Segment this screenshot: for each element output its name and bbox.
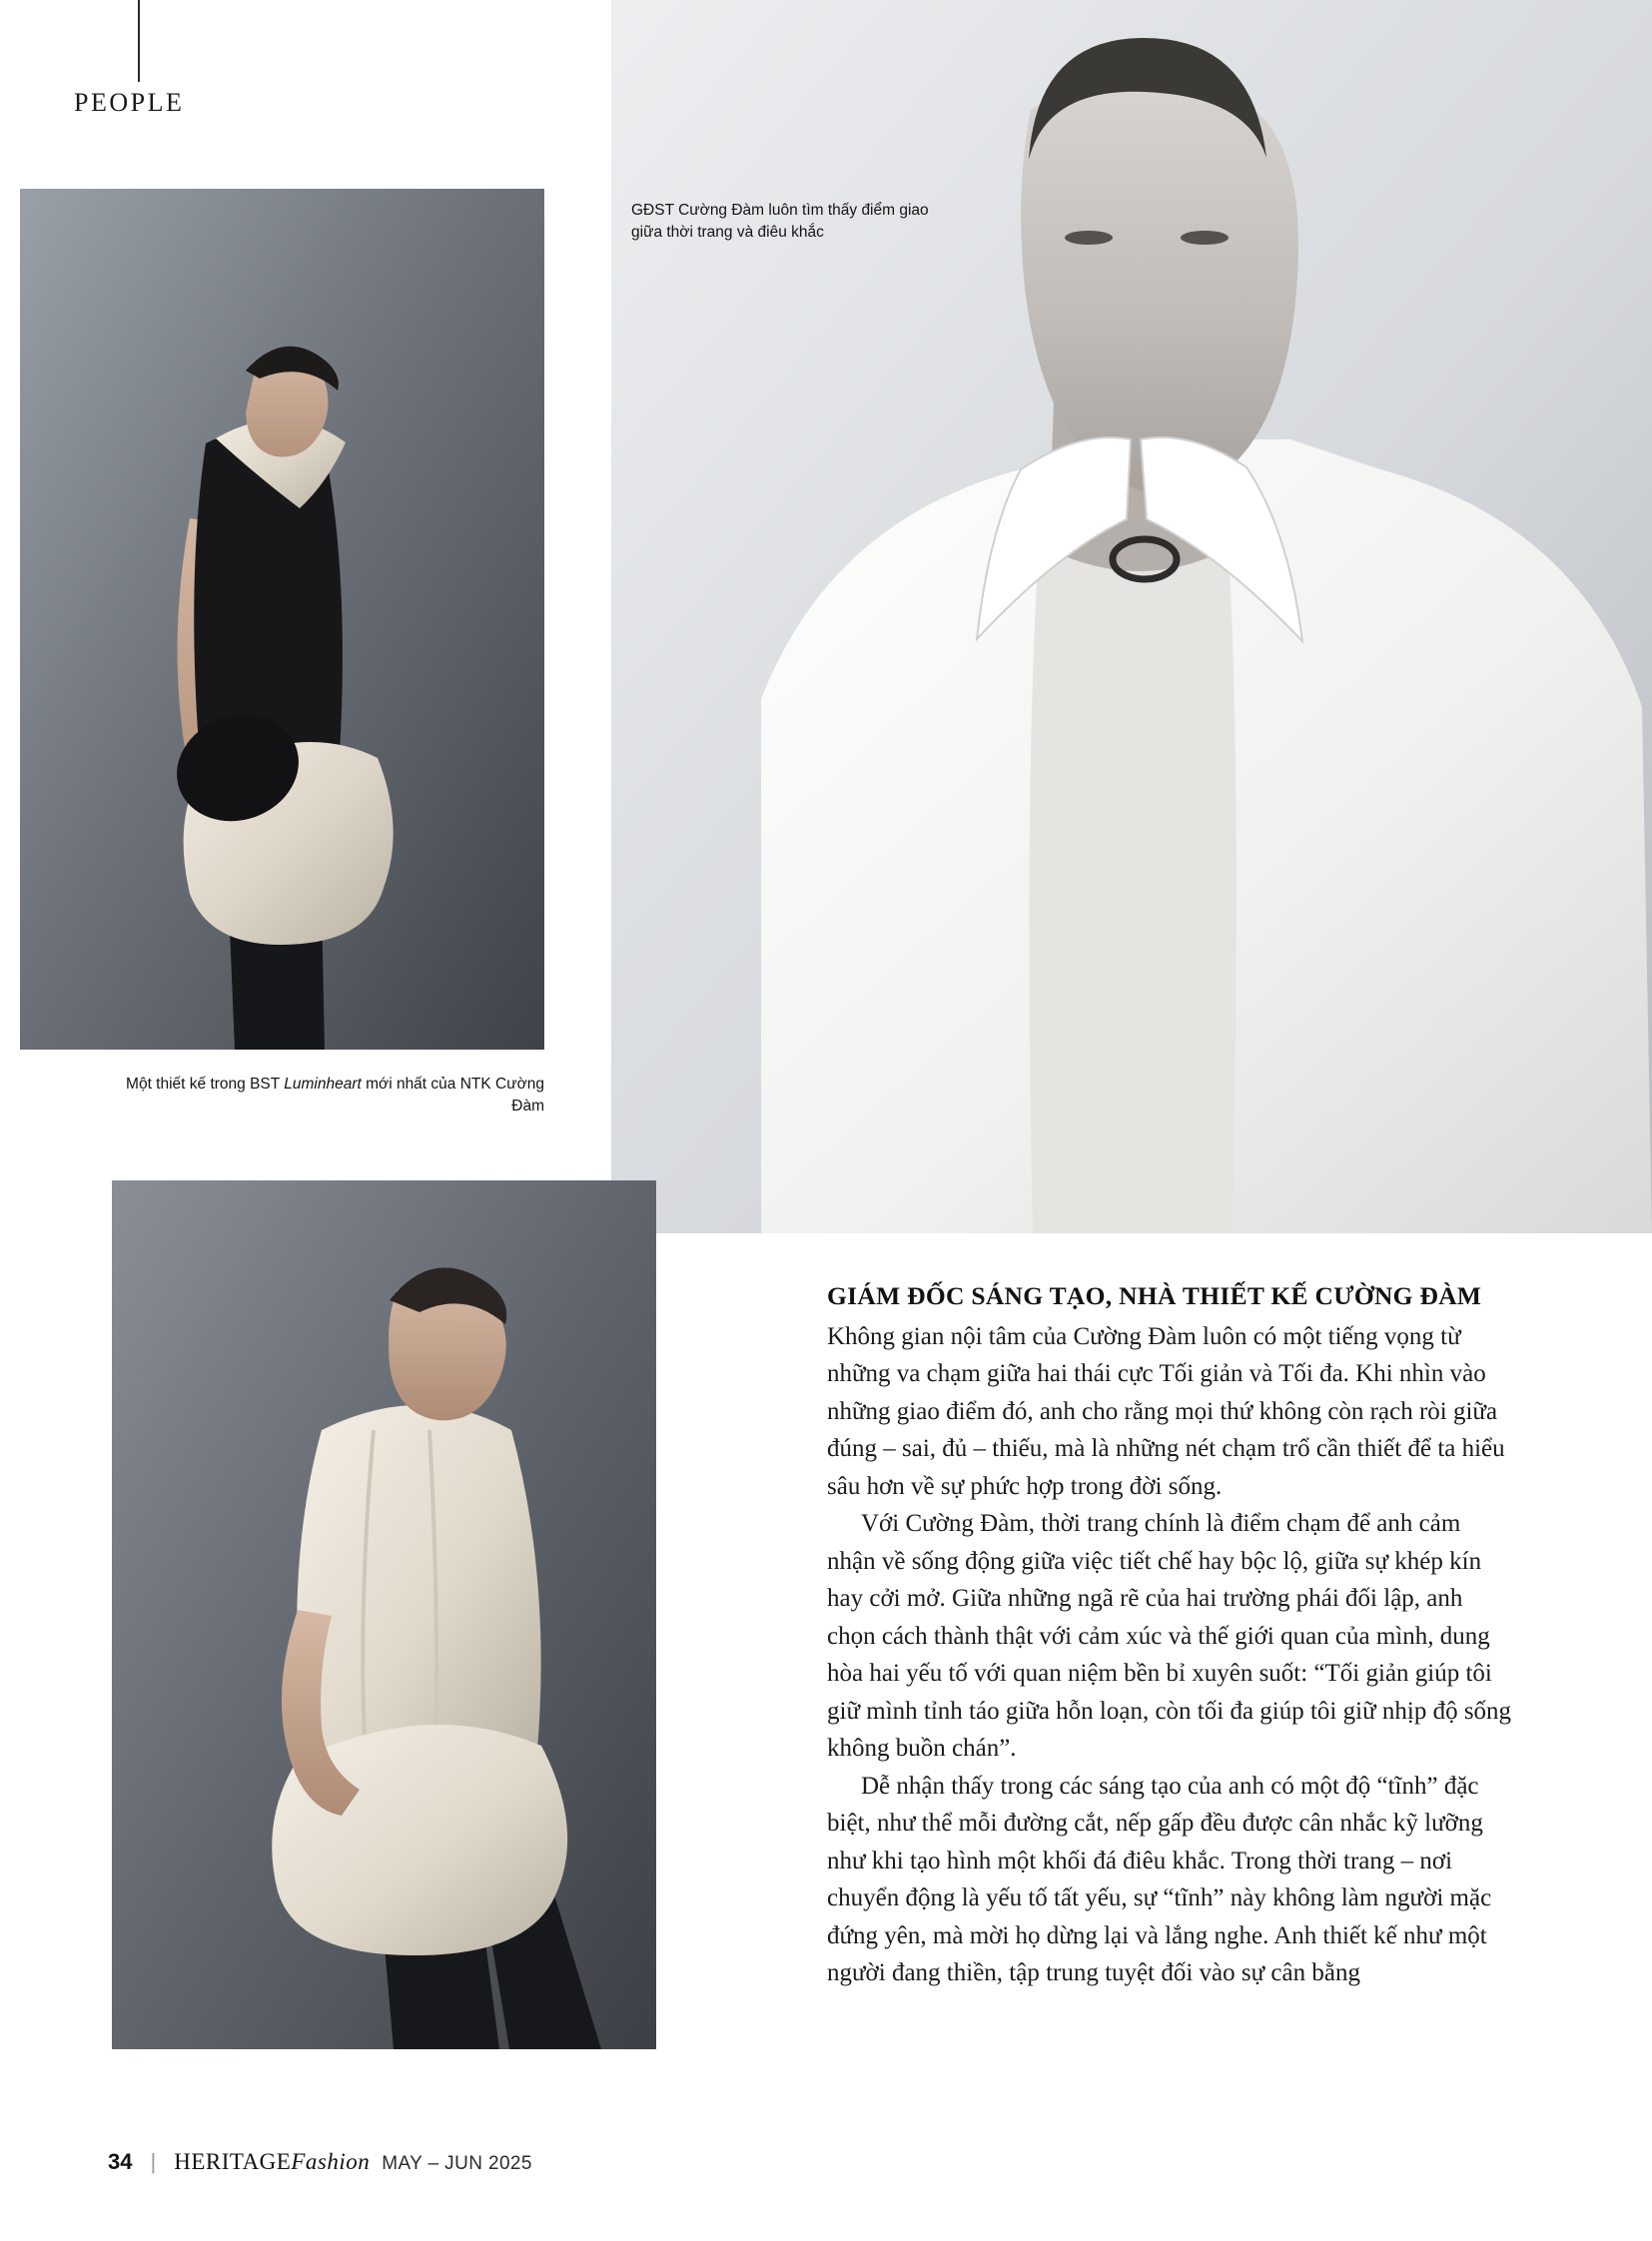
caption-collection-name: Luminheart xyxy=(284,1076,362,1093)
footer-brand-italic: Fashion xyxy=(291,2149,371,2174)
page-section-label: PEOPLE xyxy=(74,88,185,117)
caption-luminheart-design xyxy=(120,1074,544,1119)
photo-luminheart-side-artwork xyxy=(20,189,544,1050)
caption-prefix: Một thiết kế trong BST xyxy=(126,1076,285,1093)
footer-separator: | xyxy=(150,2149,157,2174)
footer-brand-main: HERITAGE xyxy=(174,2149,292,2174)
photo-luminheart-side xyxy=(20,189,544,1050)
article-paragraph-1: Không gian nội tâm của Cường Đàm luôn có một tiếng vọng từ những va chạm giữa hai thái cực Tối giản và Tối đa. Khi nhìn vào những giao điểm đó, anh cho rằng mọi thứ không còn rạch ròi giữa đúng – sai, đủ – thiếu, mà là những nét chạm trổ cần thiết để ta hiểu sâu hơn về sự phức hợp trong đời sống. xyxy=(827,1322,1505,1500)
article-paragraph-2: Với Cường Đàm, thời trang chính là điểm chạm để anh cảm nhận về sống động giữa việc tiết chế hay bộc lộ, giữa sự khép kín hay cởi mở. Giữa những ngã rẽ của hai trường phái đối lập, anh chọn cách thành thật với cảm xúc và thế giới quan của mình, dung hòa hai yếu tố với quan niệm bền bỉ xuyên suốt: “Tối giản giúp tôi giữ mình tỉnh táo giữa hỗn loạn, còn tối đa giúp tôi giữ nhịp độ sống không buồn chán”. xyxy=(827,1510,1512,1763)
article-body xyxy=(827,1280,1514,1992)
photo-luminheart-back-artwork xyxy=(112,1180,656,2049)
article-paragraph-3: Dễ nhận thấy trong các sáng tạo của anh có một độ “tĩnh” đặc biệt, như thể mỗi đường cắt, nếp gấp đều được cân nhắc kỹ lưỡng như khi tạo hình một khối đá điêu khắc. Trong thời trang – nơi chuyển động là yếu tố tất yếu, sự “tĩnh” này không làm người mặc đứng yên, mà mời họ dừng lại và lắng nghe. Anh thiết kế như một người đang thiền, tập trung tuyệt đối vào sự cân bằng xyxy=(827,1772,1492,1987)
footer-brand xyxy=(174,2149,370,2175)
photo-designer-portrait-artwork xyxy=(611,0,1652,1233)
caption-designer-portrait: GĐST Cường Đàm luôn tìm thấy điểm giao giữa thời trang và điêu khắc xyxy=(631,202,929,242)
footer-page-number: 34 xyxy=(108,2149,133,2174)
header-rule xyxy=(138,0,140,82)
caption-suffix: mới nhất của NTK Cường Đàm xyxy=(361,1076,544,1116)
footer-issue: MAY – JUN 2025 xyxy=(382,2153,532,2174)
page-footer xyxy=(108,2149,532,2175)
photo-luminheart-back xyxy=(112,1180,656,2049)
article-heading: GIÁM ĐỐC SÁNG TẠO, NHÀ THIẾT KẾ CƯỜNG ĐÀM xyxy=(827,1281,1482,1310)
photo-designer-portrait xyxy=(611,0,1652,1233)
